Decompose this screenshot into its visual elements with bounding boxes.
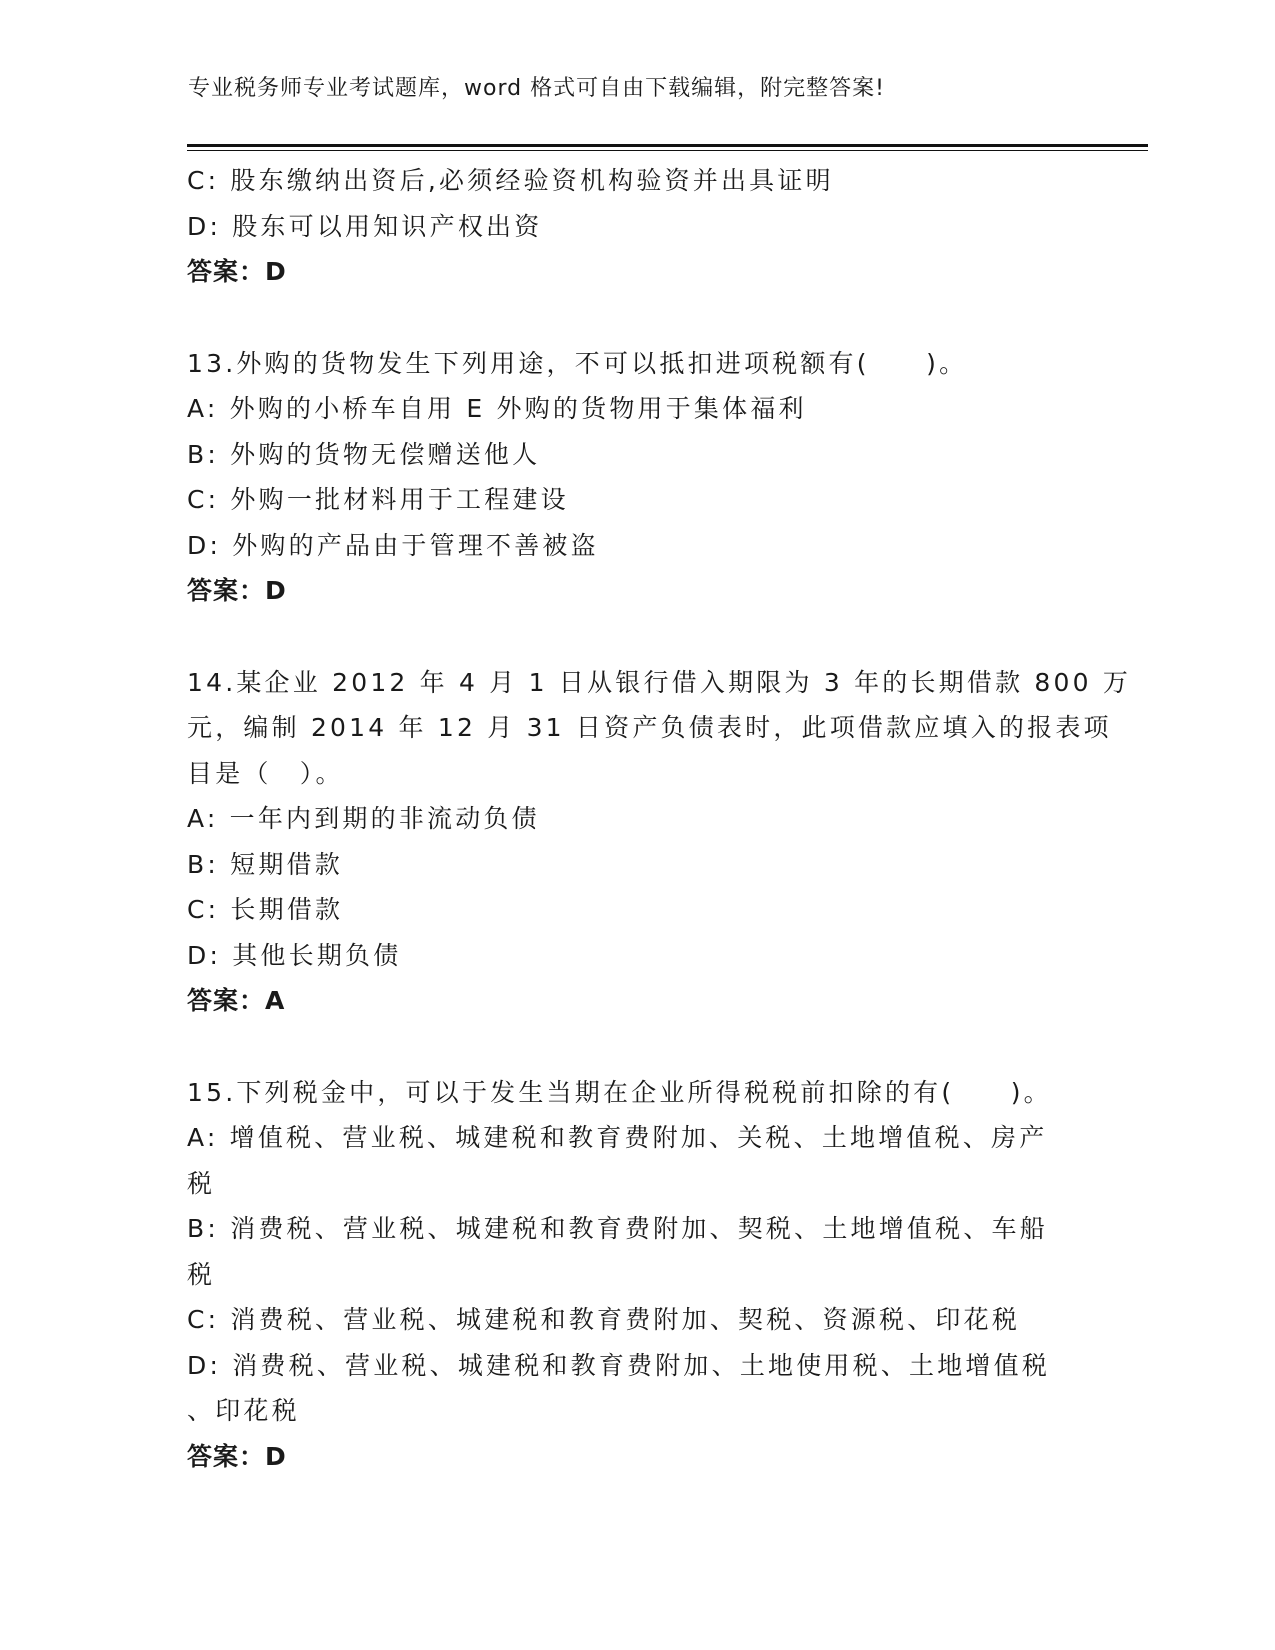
option-d: D: 其他长期负债 [187,940,402,970]
question-stem: 13.外购的货物发生下列用途，不可以抵扣进项税额有( )。 [187,348,968,378]
option-d-line-2: 、印花税 [187,1396,300,1425]
question-stem-line-2: 元，编制 2014 年 12 月 31 日资产负债表时，此项借款应填入的报表项 [187,713,1112,742]
answer: 答案：A [187,986,286,1015]
page-header: 专业税务师专业考试题库，word 格式可自由下载编辑，附完整答案! [188,76,885,101]
option-a: A: 一年内到期的非流动负债 [187,804,540,833]
option-d-line-1: D: 消费税、营业税、城建税和教育费附加、土地使用税、土地增值税 [187,1350,1051,1380]
option-b-line-2: 税 [187,1259,216,1289]
option-a-line-1: A: 增值税、营业税、城建税和教育费附加、关税、土地增值税、房产 [187,1123,1048,1152]
header-rule-thick [187,144,1148,147]
option-a-line-2: 税 [187,1168,216,1198]
question-stem: 15.下列税金中，可以于发生当期在企业所得税税前扣除的有( )。 [187,1077,1052,1107]
answer: 答案：D [187,257,287,286]
option-c: C: 消费税、营业税、城建税和教育费附加、契税、资源税、印花税 [187,1305,1021,1334]
question-stem-line-1: 14.某企业 2012 年 4 月 1 日从银行借入期限为 3 年的长期借款 800 万 [187,667,1132,697]
option-b: B: 短期借款 [187,849,343,879]
question-12-tail [187,158,1087,295]
header-rule-thin [187,150,1148,151]
option-b-line-1: B: 消费税、营业税、城建税和教育费附加、契税、土地增值税、车船 [187,1214,1048,1243]
option-b: B: 外购的货物无偿赠送他人 [187,439,541,469]
spacer [187,614,1087,660]
document-body [187,158,1132,1479]
spacer [187,1024,1087,1070]
option-c: C: 股东缴纳出资后,必须经验资机构验资并出具证明 [187,166,834,195]
question-13 [187,341,1087,614]
answer: 答案：D [187,576,287,605]
option-d: D: 股东可以用知识产权出资 [187,211,543,241]
question-stem-line-3: 目是（ ）。 [187,758,344,788]
question-15 [187,1070,1087,1480]
option-d: D: 外购的产品由于管理不善被盗 [187,530,599,560]
option-c: C: 外购一批材料用于工程建设 [187,485,569,514]
question-14 [187,660,1132,1024]
option-a: A: 外购的小桥车自用 E 外购的货物用于集体福利 [187,394,807,423]
answer: 答案：D [187,1441,287,1471]
spacer [187,295,1087,341]
option-c: C: 长期借款 [187,895,344,924]
